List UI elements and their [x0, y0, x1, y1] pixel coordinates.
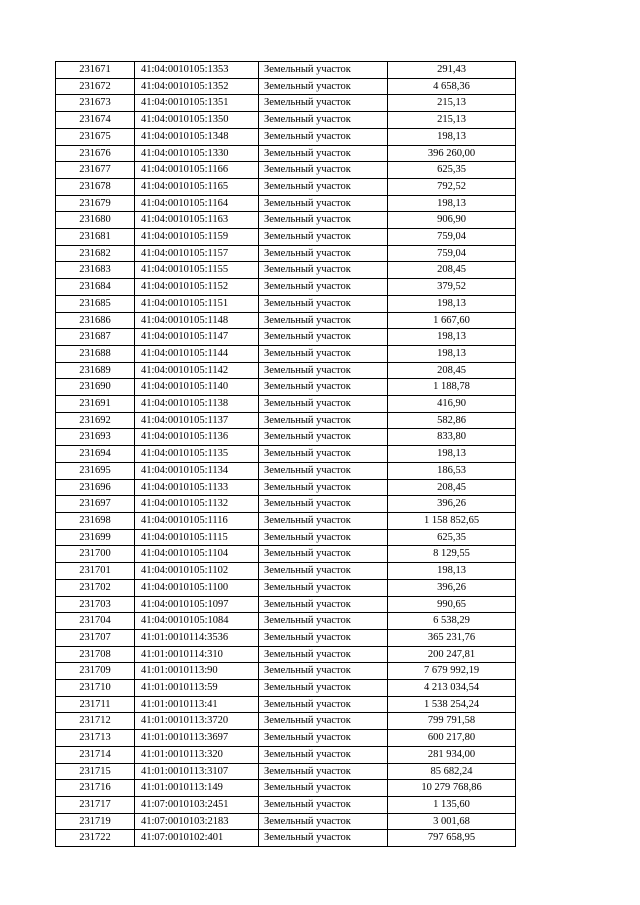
cadastral-value-cell: 85 682,24	[388, 763, 516, 780]
table-row	[56, 529, 516, 546]
cadastral-number-cell: 41:07:0010103:2451	[135, 796, 259, 813]
table-row	[56, 312, 516, 329]
row-number-cell: 231674	[56, 112, 135, 129]
cadastral-number-cell: 41:01:0010114:3536	[135, 629, 259, 646]
cadastral-value-cell: 208,45	[388, 479, 516, 496]
row-number-cell: 231713	[56, 730, 135, 747]
object-type-cell: Земельный участок	[259, 162, 388, 179]
row-number-cell: 231680	[56, 212, 135, 229]
object-type-cell: Земельный участок	[259, 195, 388, 212]
cadastral-value-cell: 379,52	[388, 279, 516, 296]
object-type-cell: Земельный участок	[259, 646, 388, 663]
row-number-cell: 231717	[56, 796, 135, 813]
row-number-cell: 231673	[56, 95, 135, 112]
cadastral-value-cell: 215,13	[388, 95, 516, 112]
table-row	[56, 446, 516, 463]
table-row	[56, 78, 516, 95]
table-row	[56, 128, 516, 145]
cadastral-value-cell: 365 231,76	[388, 629, 516, 646]
object-type-cell: Земельный участок	[259, 145, 388, 162]
table-row	[56, 813, 516, 830]
cadastral-number-cell: 41:04:0010105:1116	[135, 512, 259, 529]
row-number-cell: 231722	[56, 830, 135, 847]
cadastral-number-cell: 41:01:0010113:149	[135, 780, 259, 797]
cadastral-value-cell: 208,45	[388, 262, 516, 279]
cadastral-value-cell: 396,26	[388, 496, 516, 513]
cadastral-value-cell: 3 001,68	[388, 813, 516, 830]
cadastral-value-cell: 281 934,00	[388, 746, 516, 763]
row-number-cell: 231682	[56, 245, 135, 262]
row-number-cell: 231692	[56, 412, 135, 429]
object-type-cell: Земельный участок	[259, 128, 388, 145]
row-number-cell: 231711	[56, 696, 135, 713]
table-row	[56, 212, 516, 229]
cadastral-value-cell: 198,13	[388, 128, 516, 145]
cadastral-number-cell: 41:04:0010105:1084	[135, 613, 259, 630]
cadastral-number-cell: 41:07:0010103:2183	[135, 813, 259, 830]
row-number-cell: 231709	[56, 663, 135, 680]
table-row	[56, 178, 516, 195]
row-number-cell: 231686	[56, 312, 135, 329]
row-number-cell: 231681	[56, 229, 135, 246]
row-number-cell: 231671	[56, 62, 135, 79]
row-number-cell: 231700	[56, 546, 135, 563]
cadastral-value-cell: 198,13	[388, 446, 516, 463]
object-type-cell: Земельный участок	[259, 596, 388, 613]
object-type-cell: Земельный участок	[259, 730, 388, 747]
table-row	[56, 713, 516, 730]
cadastral-number-cell: 41:04:0010105:1157	[135, 245, 259, 262]
cadastral-value-cell: 198,13	[388, 295, 516, 312]
cadastral-value-cell: 1 188,78	[388, 379, 516, 396]
object-type-cell: Земельный участок	[259, 813, 388, 830]
cadastral-number-cell: 41:04:0010105:1151	[135, 295, 259, 312]
table-row	[56, 746, 516, 763]
cadastral-number-cell: 41:04:0010105:1100	[135, 579, 259, 596]
row-number-cell: 231676	[56, 145, 135, 162]
object-type-cell: Земельный участок	[259, 579, 388, 596]
object-type-cell: Земельный участок	[259, 212, 388, 229]
row-number-cell: 231684	[56, 279, 135, 296]
row-number-cell: 231710	[56, 680, 135, 697]
object-type-cell: Земельный участок	[259, 446, 388, 463]
row-number-cell: 231672	[56, 78, 135, 95]
object-type-cell: Земельный участок	[259, 780, 388, 797]
row-number-cell: 231675	[56, 128, 135, 145]
object-type-cell: Земельный участок	[259, 95, 388, 112]
row-number-cell: 231687	[56, 329, 135, 346]
table-row	[56, 229, 516, 246]
object-type-cell: Земельный участок	[259, 680, 388, 697]
table-row	[56, 629, 516, 646]
object-type-cell: Земельный участок	[259, 379, 388, 396]
cadastral-number-cell: 41:04:0010105:1148	[135, 312, 259, 329]
cadastral-value-cell: 906,90	[388, 212, 516, 229]
table-body	[56, 62, 516, 847]
table-row	[56, 195, 516, 212]
cadastral-value-cell: 797 658,95	[388, 830, 516, 847]
table-row	[56, 796, 516, 813]
table-row	[56, 462, 516, 479]
cadastral-value-cell: 625,35	[388, 529, 516, 546]
object-type-cell: Земельный участок	[259, 462, 388, 479]
cadastral-number-cell: 41:04:0010105:1155	[135, 262, 259, 279]
cadastral-number-cell: 41:01:0010113:59	[135, 680, 259, 697]
table-row	[56, 546, 516, 563]
table-row	[56, 830, 516, 847]
object-type-cell: Земельный участок	[259, 78, 388, 95]
cadastral-number-cell: 41:04:0010105:1133	[135, 479, 259, 496]
row-number-cell: 231690	[56, 379, 135, 396]
cadastral-number-cell: 41:01:0010113:41	[135, 696, 259, 713]
object-type-cell: Земельный участок	[259, 629, 388, 646]
cadastral-value-cell: 208,45	[388, 362, 516, 379]
cadastral-number-cell: 41:04:0010105:1330	[135, 145, 259, 162]
object-type-cell: Земельный участок	[259, 362, 388, 379]
object-type-cell: Земельный участок	[259, 713, 388, 730]
row-number-cell: 231683	[56, 262, 135, 279]
cadastral-value-cell: 1 135,60	[388, 796, 516, 813]
object-type-cell: Земельный участок	[259, 112, 388, 129]
cadastral-number-cell: 41:04:0010105:1136	[135, 429, 259, 446]
object-type-cell: Земельный участок	[259, 329, 388, 346]
object-type-cell: Земельный участок	[259, 396, 388, 413]
cadastral-number-cell: 41:01:0010114:310	[135, 646, 259, 663]
cadastral-value-cell: 186,53	[388, 462, 516, 479]
table-row	[56, 512, 516, 529]
cadastral-number-cell: 41:07:0010102:401	[135, 830, 259, 847]
cadastral-value-cell: 4 213 034,54	[388, 680, 516, 697]
object-type-cell: Земельный участок	[259, 663, 388, 680]
row-number-cell: 231691	[56, 396, 135, 413]
row-number-cell: 231719	[56, 813, 135, 830]
cadastral-number-cell: 41:04:0010105:1144	[135, 345, 259, 362]
table-row	[56, 112, 516, 129]
cadastral-value-cell: 291,43	[388, 62, 516, 79]
cadastral-value-cell: 990,65	[388, 596, 516, 613]
row-number-cell: 231707	[56, 629, 135, 646]
cadastral-number-cell: 41:04:0010105:1351	[135, 95, 259, 112]
cadastral-value-cell: 1 158 852,65	[388, 512, 516, 529]
object-type-cell: Земельный участок	[259, 295, 388, 312]
row-number-cell: 231697	[56, 496, 135, 513]
cadastral-value-cell: 198,13	[388, 195, 516, 212]
table-row	[56, 145, 516, 162]
cadastral-number-cell: 41:04:0010105:1142	[135, 362, 259, 379]
cadastral-number-cell: 41:04:0010105:1166	[135, 162, 259, 179]
row-number-cell: 231694	[56, 446, 135, 463]
cadastral-number-cell: 41:04:0010105:1352	[135, 78, 259, 95]
cadastral-value-cell: 600 217,80	[388, 730, 516, 747]
row-number-cell: 231688	[56, 345, 135, 362]
table-row	[56, 613, 516, 630]
table-row	[56, 596, 516, 613]
row-number-cell: 231708	[56, 646, 135, 663]
object-type-cell: Земельный участок	[259, 279, 388, 296]
cadastral-number-cell: 41:04:0010105:1164	[135, 195, 259, 212]
row-number-cell: 231698	[56, 512, 135, 529]
cadastral-value-cell: 200 247,81	[388, 646, 516, 663]
object-type-cell: Земельный участок	[259, 429, 388, 446]
object-type-cell: Земельный участок	[259, 546, 388, 563]
cadastral-number-cell: 41:04:0010105:1097	[135, 596, 259, 613]
cadastral-number-cell: 41:04:0010105:1137	[135, 412, 259, 429]
table-row	[56, 579, 516, 596]
object-type-cell: Земельный участок	[259, 479, 388, 496]
table-row	[56, 262, 516, 279]
cadastral-value-cell: 215,13	[388, 112, 516, 129]
table-row	[56, 345, 516, 362]
table-row	[56, 95, 516, 112]
cadastral-number-cell: 41:04:0010105:1159	[135, 229, 259, 246]
object-type-cell: Земельный участок	[259, 62, 388, 79]
table-row	[56, 396, 516, 413]
cadastral-number-cell: 41:04:0010105:1134	[135, 462, 259, 479]
cadastral-value-cell: 396,26	[388, 579, 516, 596]
cadastral-number-cell: 41:04:0010105:1135	[135, 446, 259, 463]
table-row	[56, 329, 516, 346]
table-row	[56, 245, 516, 262]
row-number-cell: 231679	[56, 195, 135, 212]
table-row	[56, 696, 516, 713]
cadastral-number-cell: 41:04:0010105:1147	[135, 329, 259, 346]
cadastral-value-cell: 1 667,60	[388, 312, 516, 329]
cadastral-number-cell: 41:01:0010113:3720	[135, 713, 259, 730]
table-row	[56, 295, 516, 312]
cadastral-number-cell: 41:04:0010105:1138	[135, 396, 259, 413]
table-row	[56, 62, 516, 79]
row-number-cell: 231704	[56, 613, 135, 630]
cadastral-number-cell: 41:04:0010105:1165	[135, 178, 259, 195]
object-type-cell: Земельный участок	[259, 496, 388, 513]
cadastral-number-cell: 41:04:0010105:1353	[135, 62, 259, 79]
cadastral-number-cell: 41:04:0010105:1348	[135, 128, 259, 145]
cadastral-number-cell: 41:04:0010105:1115	[135, 529, 259, 546]
table-row	[56, 646, 516, 663]
object-type-cell: Земельный участок	[259, 746, 388, 763]
row-number-cell: 231696	[56, 479, 135, 496]
object-type-cell: Земельный участок	[259, 696, 388, 713]
row-number-cell: 231685	[56, 295, 135, 312]
cadastral-value-cell: 396 260,00	[388, 145, 516, 162]
table-row	[56, 663, 516, 680]
cadastral-value-cell: 799 791,58	[388, 713, 516, 730]
object-type-cell: Земельный участок	[259, 178, 388, 195]
object-type-cell: Земельный участок	[259, 763, 388, 780]
cadastral-number-cell: 41:04:0010105:1152	[135, 279, 259, 296]
cadastral-value-cell: 625,35	[388, 162, 516, 179]
row-number-cell: 231689	[56, 362, 135, 379]
table-row	[56, 279, 516, 296]
object-type-cell: Земельный участок	[259, 312, 388, 329]
cadastral-value-cell: 759,04	[388, 245, 516, 262]
table-row	[56, 763, 516, 780]
object-type-cell: Земельный участок	[259, 345, 388, 362]
object-type-cell: Земельный участок	[259, 796, 388, 813]
table-row	[56, 496, 516, 513]
cadastral-value-cell: 6 538,29	[388, 613, 516, 630]
table-row	[56, 563, 516, 580]
row-number-cell: 231701	[56, 563, 135, 580]
cadastral-value-cell: 10 279 768,86	[388, 780, 516, 797]
row-number-cell: 231703	[56, 596, 135, 613]
table-row	[56, 730, 516, 747]
object-type-cell: Земельный участок	[259, 563, 388, 580]
row-number-cell: 231699	[56, 529, 135, 546]
cadastral-number-cell: 41:01:0010113:90	[135, 663, 259, 680]
cadastral-value-cell: 7 679 992,19	[388, 663, 516, 680]
cadastral-value-cell: 1 538 254,24	[388, 696, 516, 713]
cadastral-value-cell: 8 129,55	[388, 546, 516, 563]
table-row	[56, 362, 516, 379]
cadastral-value-cell: 416,90	[388, 396, 516, 413]
row-number-cell: 231693	[56, 429, 135, 446]
cadastral-value-cell: 792,52	[388, 178, 516, 195]
cadastral-value-table	[55, 61, 516, 847]
object-type-cell: Земельный участок	[259, 245, 388, 262]
cadastral-value-cell: 582,86	[388, 412, 516, 429]
cadastral-value-cell: 4 658,36	[388, 78, 516, 95]
cadastral-number-cell: 41:04:0010105:1132	[135, 496, 259, 513]
row-number-cell: 231715	[56, 763, 135, 780]
cadastral-value-cell: 198,13	[388, 563, 516, 580]
cadastral-number-cell: 41:04:0010105:1140	[135, 379, 259, 396]
object-type-cell: Земельный участок	[259, 512, 388, 529]
row-number-cell: 231712	[56, 713, 135, 730]
cadastral-number-cell: 41:01:0010113:320	[135, 746, 259, 763]
object-type-cell: Земельный участок	[259, 613, 388, 630]
table-row	[56, 162, 516, 179]
row-number-cell: 231677	[56, 162, 135, 179]
table-row	[56, 780, 516, 797]
cadastral-number-cell: 41:04:0010105:1104	[135, 546, 259, 563]
cadastral-value-cell: 198,13	[388, 329, 516, 346]
row-number-cell: 231714	[56, 746, 135, 763]
row-number-cell: 231678	[56, 178, 135, 195]
object-type-cell: Земельный участок	[259, 412, 388, 429]
cadastral-value-cell: 759,04	[388, 229, 516, 246]
row-number-cell: 231695	[56, 462, 135, 479]
cadastral-number-cell: 41:01:0010113:3697	[135, 730, 259, 747]
cadastral-number-cell: 41:04:0010105:1350	[135, 112, 259, 129]
object-type-cell: Земельный участок	[259, 830, 388, 847]
table-row	[56, 379, 516, 396]
object-type-cell: Земельный участок	[259, 229, 388, 246]
cadastral-number-cell: 41:01:0010113:3107	[135, 763, 259, 780]
object-type-cell: Земельный участок	[259, 529, 388, 546]
table-row	[56, 429, 516, 446]
cadastral-number-cell: 41:04:0010105:1163	[135, 212, 259, 229]
cadastral-value-cell: 198,13	[388, 345, 516, 362]
row-number-cell: 231716	[56, 780, 135, 797]
object-type-cell: Земельный участок	[259, 262, 388, 279]
row-number-cell: 231702	[56, 579, 135, 596]
cadastral-number-cell: 41:04:0010105:1102	[135, 563, 259, 580]
table-row	[56, 479, 516, 496]
table-row	[56, 680, 516, 697]
cadastral-value-cell: 833,80	[388, 429, 516, 446]
table-row	[56, 412, 516, 429]
